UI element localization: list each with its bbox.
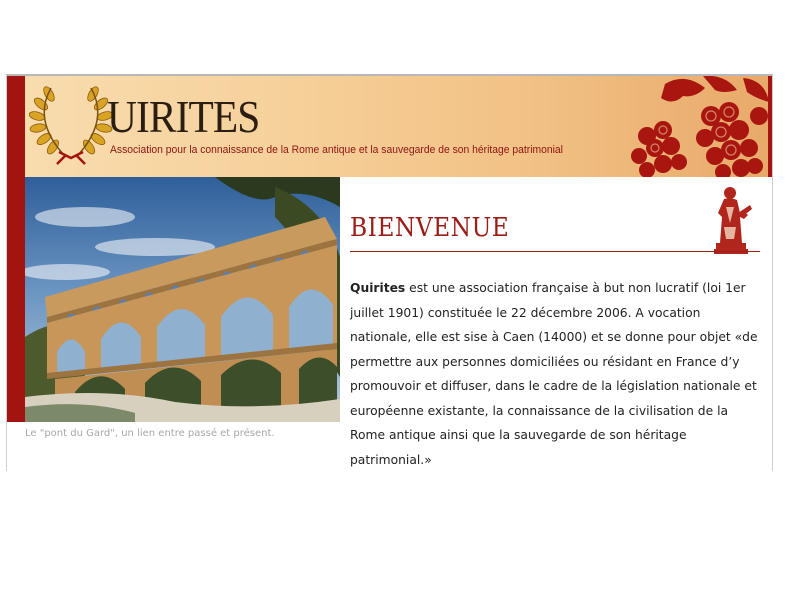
grapes-icon bbox=[625, 76, 770, 177]
site-container bbox=[6, 74, 773, 471]
logo-subtitle: Association pour la connaissance de la Rome antique et la sauvegarde de son héritage patrimonial bbox=[110, 144, 563, 156]
welcome-title: BIENVENUE bbox=[350, 213, 510, 243]
pont-du-gard-photo bbox=[25, 177, 340, 422]
welcome-text bbox=[350, 276, 762, 471]
welcome-body-text: est une association française à but non lucratif (loi 1er juillet 1901) constituée le 22 décembre 2006. A vocation nationale, elle est sise à Caen (14000) et se donne pour objet «de permettre aux personnes domiciliées ou résidant en France d’y promouvoir et diffuser, dans le cadre de la législation nationale et européenne existante, la connaissance de la civilisation de la Rome antique ainsi que la sauvegarde de son héritage patrimonial.» bbox=[350, 281, 758, 467]
site-header bbox=[7, 76, 772, 177]
left-red-bar bbox=[7, 76, 25, 422]
title-divider bbox=[350, 251, 760, 252]
logo-title: UIRITES bbox=[107, 91, 260, 142]
photo-caption: Le "pont du Gard", un lien entre passé et présent. bbox=[25, 428, 275, 439]
statue-icon bbox=[710, 183, 754, 255]
header-right-bar bbox=[768, 76, 772, 177]
association-name: Quirites bbox=[350, 281, 406, 295]
laurel-wreath-icon bbox=[29, 80, 113, 166]
